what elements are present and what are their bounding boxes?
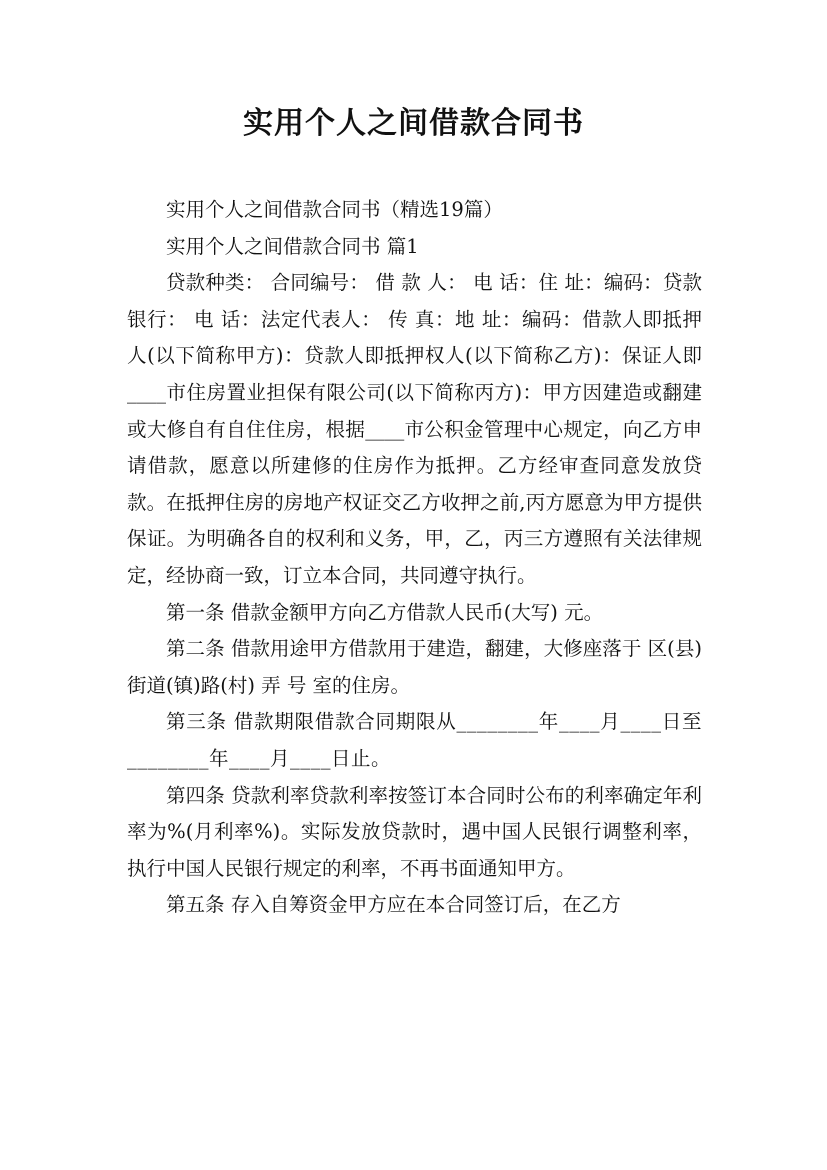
document-title: 实用个人之间借款合同书	[243, 106, 584, 141]
article-4-paragraph: 第四条 贷款利率贷款利率按签订本合同时公布的利率确定年利率为%(月利率%)。实际发放贷款时，遇中国人民银行调整利率，执行中国人民银行规定的利率，不再书面通知甲方。	[127, 783, 702, 880]
parties-paragraph: 贷款种类： 合同编号： 借 款 人： 电 话：住 址：编码：贷款银行： 电 话：法定代表人： 传 真：地 址：编码：借款人即抵押人(以下简称甲方)：贷款人即抵押权人(以下简称乙方)：保证人即____市住房置业担保有限公司(以下简称丙方)：甲方因建造或翻建或大修自有自住住房，根据____市公积金管理中心规定，向乙方申请借款，愿意以所建修的住房作为抵押。乙方经审查同意发放贷款。在抵押住房的房地产权证交乙方收押之前,丙方愿意为甲方提供保证。为明确各自的权利和义务，甲，乙，丙三方遵照有关法律规定，经协商一致，订立本合同，共同遵守执行。	[127, 271, 702, 587]
section-heading-paragraph: 实用个人之间借款合同书 篇1	[166, 234, 419, 258]
article-1-paragraph: 第一条 借款金额甲方向乙方借款人民币(大写) 元。	[166, 600, 604, 624]
article-5-paragraph: 第五条 存入自筹资金甲方应在本合同签订后，在乙方	[166, 893, 621, 917]
article-3-paragraph: 第三条 借款期限借款合同期限从________年____月____日至________年____月____日止。	[127, 710, 702, 770]
article-2-paragraph: 第二条 借款用途甲方借款用于建造，翻建，大修座落于 区(县) 街道(镇)路(村) 弄 号 室的住房。	[127, 637, 702, 697]
document-body	[127, 192, 702, 924]
subtitle-paragraph: 实用个人之间借款合同书（精选19篇）	[166, 198, 503, 221]
